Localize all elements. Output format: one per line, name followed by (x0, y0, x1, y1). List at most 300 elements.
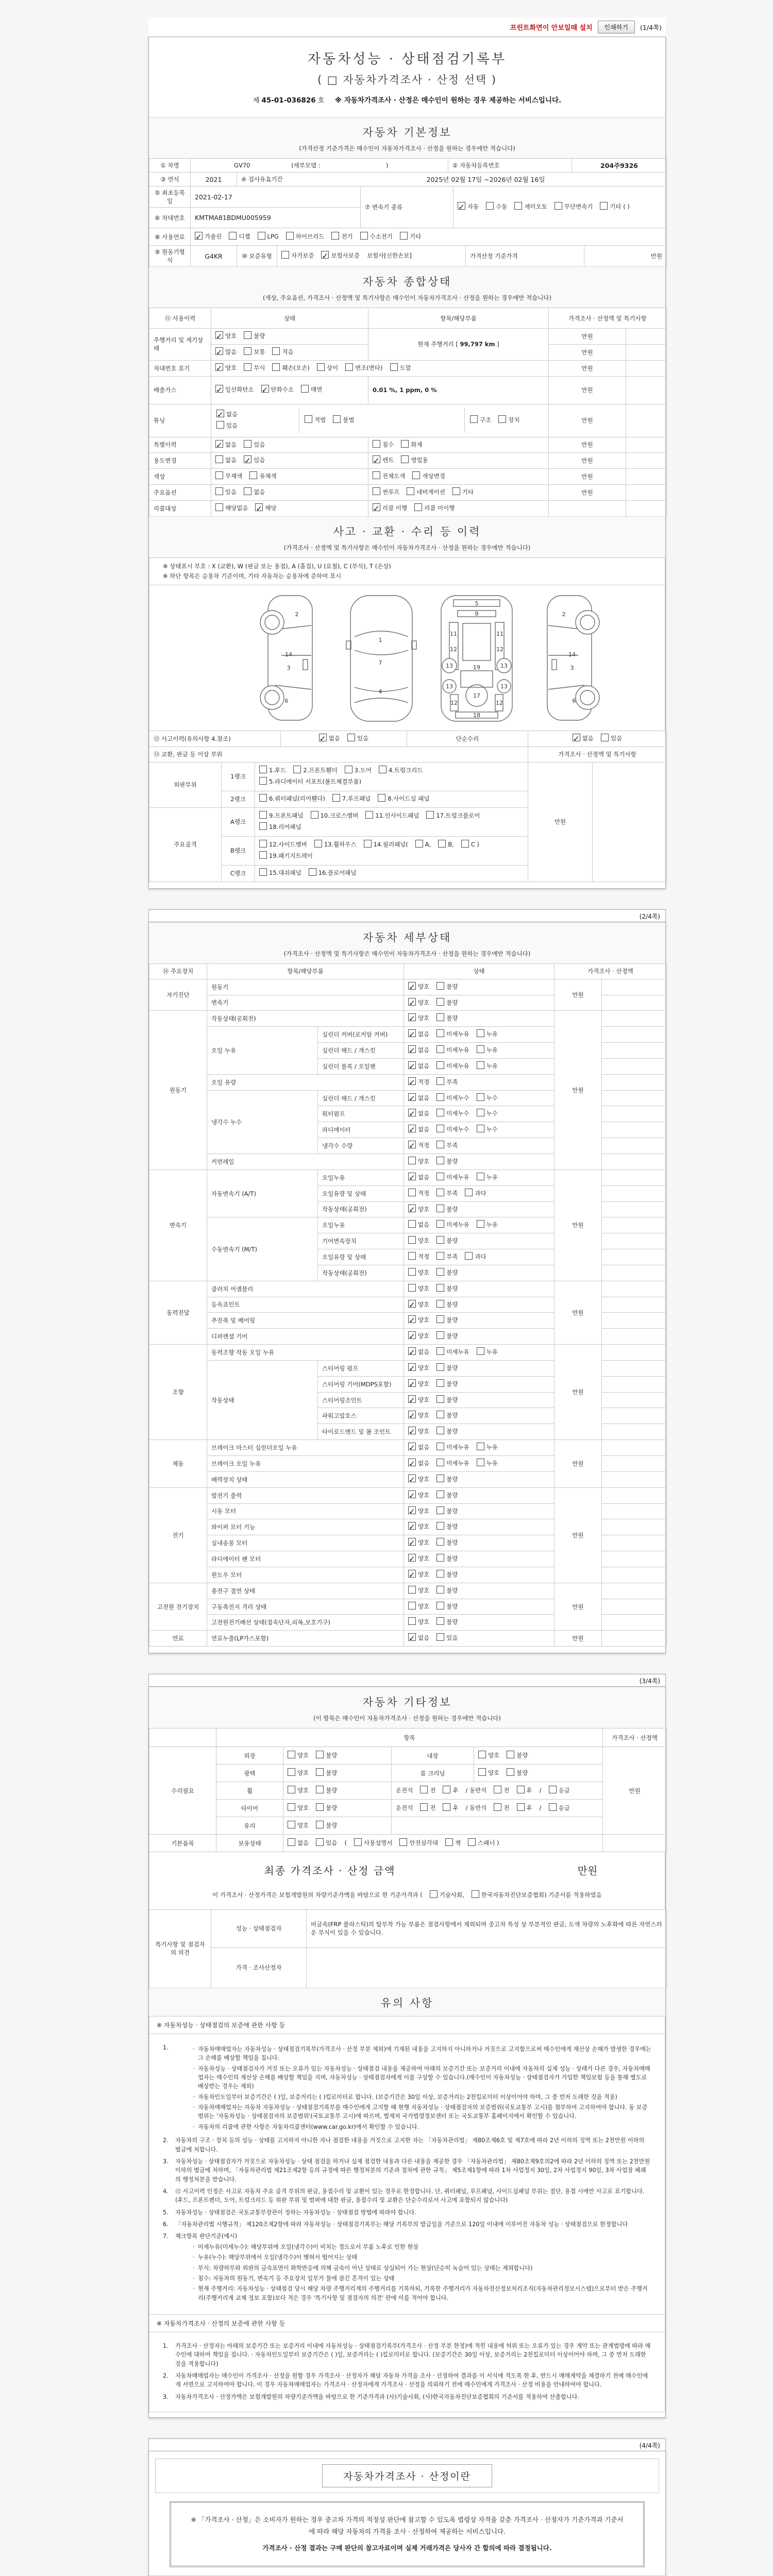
checkbox-icon[interactable] (364, 840, 372, 848)
checkbox-option[interactable]: ✓ 양호 (408, 1553, 429, 1565)
checkbox-option[interactable]: 8.사이드실 패널 (378, 793, 429, 805)
checkbox-icon[interactable] (436, 1220, 444, 1228)
checkbox-icon[interactable] (472, 1890, 479, 1898)
checkbox-icon[interactable] (401, 455, 409, 463)
checkbox-option[interactable]: 있음 (215, 487, 237, 498)
checkbox-checked-icon[interactable] (408, 1061, 416, 1069)
checkbox-icon[interactable] (498, 415, 506, 423)
checkbox-icon[interactable] (436, 1141, 444, 1148)
checkbox-option[interactable]: B, (438, 839, 454, 851)
checkbox-option[interactable]: 3.도어 (345, 765, 372, 776)
checkbox-icon[interactable] (436, 982, 444, 990)
checkbox-option[interactable]: 불량 (316, 1750, 337, 1761)
checkbox-option[interactable]: 보통 (244, 347, 265, 358)
checkbox-option[interactable]: 양호 (478, 1750, 499, 1761)
checkbox-option[interactable]: 전체도색 (373, 471, 405, 482)
checkbox-icon[interactable] (436, 1252, 444, 1260)
checkbox-icon[interactable] (436, 1379, 444, 1387)
checkbox-icon[interactable] (436, 1633, 444, 1641)
checkbox-option[interactable]: 불법 (333, 415, 354, 426)
checkbox-option[interactable]: 불량 (436, 1379, 458, 1390)
checkbox-icon[interactable] (408, 1252, 416, 1260)
checkbox-icon[interactable] (244, 331, 251, 339)
checkbox-option[interactable]: C ) (461, 839, 479, 851)
checkbox-option[interactable]: 양호 (288, 1820, 309, 1832)
checkbox-option[interactable]: 네비게이션 (407, 487, 445, 498)
checkbox-option[interactable]: 4.트렁크리드 (379, 765, 423, 776)
checkbox-icon[interactable] (400, 232, 408, 240)
checkbox-icon[interactable] (373, 471, 380, 479)
checkbox-icon[interactable] (494, 1803, 501, 1811)
checkbox-option[interactable]: 누유 (477, 1347, 498, 1358)
checkbox-icon[interactable] (478, 1751, 486, 1758)
checkbox-option[interactable]: 없음 (408, 1219, 429, 1231)
checkbox-icon[interactable] (259, 777, 267, 785)
checkbox-option[interactable]: 있음 (244, 439, 265, 451)
checkbox-icon[interactable] (331, 232, 339, 240)
checkbox-option[interactable]: 불량 (436, 981, 458, 993)
checkbox-option[interactable]: 미세누유 (436, 1061, 469, 1072)
checkbox-icon[interactable] (420, 1803, 428, 1811)
checkbox-icon[interactable] (478, 1768, 486, 1776)
checkbox-option[interactable]: 불량 (436, 1617, 458, 1628)
checkbox-option[interactable]: 17.트렁크플로어 (426, 810, 480, 822)
checkbox-option[interactable]: 잭 (445, 1838, 461, 1849)
checkbox-option[interactable]: 무채색 (215, 471, 242, 482)
checkbox-checked-icon[interactable] (408, 1411, 416, 1418)
checkbox-option[interactable]: ✓ 양호 (408, 1521, 429, 1533)
checkbox-checked-icon[interactable] (408, 1331, 416, 1339)
checkbox-checked-icon[interactable] (408, 1300, 416, 1308)
checkbox-icon[interactable] (477, 1125, 484, 1132)
checkbox-icon[interactable] (436, 1093, 444, 1101)
checkbox-option[interactable]: ✓ 가솔린 (195, 231, 222, 243)
checkbox-option[interactable]: 전 (494, 1803, 509, 1814)
checkbox-option[interactable]: 미세누수 (436, 1093, 469, 1104)
checkbox-option[interactable]: 응급 (549, 1803, 570, 1814)
checkbox-icon[interactable] (436, 1617, 444, 1625)
checkbox-option[interactable]: ✓ 양호 (408, 1315, 429, 1326)
checkbox-icon[interactable] (316, 1821, 324, 1828)
checkbox-icon[interactable] (436, 1173, 444, 1180)
checkbox-option[interactable]: ✓ 양호 (408, 1363, 429, 1374)
checkbox-option[interactable]: 5.라디에이터 서포트(볼트체결부품) (259, 776, 361, 788)
checkbox-icon[interactable] (407, 487, 414, 495)
checkbox-option[interactable]: 불량 (436, 1395, 458, 1406)
checkbox-option[interactable]: 1.후드 (259, 765, 286, 776)
checkbox-icon[interactable] (477, 1220, 484, 1228)
checkbox-option[interactable]: 미세누유 (436, 1045, 469, 1056)
checkbox-icon[interactable] (347, 734, 355, 741)
checkbox-icon[interactable] (461, 840, 469, 848)
checkbox-icon[interactable] (215, 487, 223, 495)
checkbox-icon[interactable] (477, 1109, 484, 1116)
checkbox-option[interactable]: 누수 (477, 1093, 498, 1104)
checkbox-option[interactable]: ✓ 렌트 (373, 455, 394, 466)
checkbox-checked-icon[interactable] (408, 1093, 416, 1101)
checkbox-icon[interactable] (401, 440, 409, 448)
checkbox-icon[interactable] (408, 1268, 416, 1276)
checkbox-option[interactable]: ✓ 양호 (408, 997, 429, 1009)
checkbox-icon[interactable] (549, 1786, 557, 1793)
checkbox-checked-icon[interactable] (408, 1443, 416, 1450)
checkbox-checked-icon[interactable] (408, 1315, 416, 1323)
checkbox-option[interactable]: 영업용 (401, 455, 428, 466)
checkbox-option[interactable]: 응급 (549, 1785, 570, 1797)
checkbox-option[interactable]: 적음 (272, 347, 293, 358)
checkbox-checked-icon[interactable] (216, 410, 224, 417)
checkbox-option[interactable]: ✓ 양호 (408, 1013, 429, 1024)
checkbox-icon[interactable] (477, 1061, 484, 1069)
checkbox-icon[interactable] (288, 1768, 295, 1776)
checkbox-option[interactable]: 부족 (436, 1077, 458, 1088)
checkbox-icon[interactable] (436, 1157, 444, 1164)
checkbox-icon[interactable] (436, 1236, 444, 1244)
checkbox-icon[interactable] (436, 1029, 444, 1037)
checkbox-option[interactable]: 불량 (436, 1267, 458, 1279)
checkbox-icon[interactable] (354, 1838, 362, 1846)
checkbox-icon[interactable] (477, 1459, 484, 1466)
checkbox-option[interactable]: ✓ 적정 (408, 1140, 429, 1151)
checkbox-option[interactable]: 훼손(오손) (272, 363, 309, 374)
checkbox-icon[interactable] (314, 840, 322, 848)
checkbox-option[interactable]: 있음 (216, 420, 245, 432)
checkbox-option[interactable]: 한국자동차진단보증협회) 기준서를 적용하였음 (472, 1890, 602, 1901)
checkbox-checked-icon[interactable] (408, 1633, 416, 1641)
checkbox-icon[interactable] (229, 232, 237, 240)
checkbox-icon[interactable] (436, 1586, 444, 1594)
checkbox-checked-icon[interactable] (408, 982, 416, 990)
checkbox-option[interactable]: 색상변경 (412, 471, 445, 482)
checkbox-icon[interactable] (379, 766, 386, 773)
checkbox-checked-icon[interactable] (408, 1538, 416, 1546)
checkbox-option[interactable]: 부족 (436, 1140, 458, 1151)
checkbox-checked-icon[interactable] (244, 455, 251, 463)
checkbox-option[interactable]: ✓ 양호 (215, 363, 237, 374)
checkbox-option[interactable]: ✓ 양호 (408, 1569, 429, 1581)
checkbox-icon[interactable] (430, 1890, 438, 1898)
checkbox-option[interactable]: 양호 (288, 1803, 309, 1814)
checkbox-icon[interactable] (436, 1506, 444, 1514)
checkbox-checked-icon[interactable] (408, 1427, 416, 1434)
checkbox-checked-icon[interactable] (408, 1205, 416, 1212)
checkbox-option[interactable]: 세미오토 (514, 201, 547, 213)
checkbox-option[interactable]: 미세누유 (436, 1029, 469, 1040)
checkbox-option[interactable]: 불량 (436, 1331, 458, 1342)
checkbox-icon[interactable] (436, 1538, 444, 1546)
checkbox-icon[interactable] (436, 1284, 444, 1292)
checkbox-option[interactable]: 부식 (244, 363, 265, 374)
checkbox-icon[interactable] (412, 471, 420, 479)
checkbox-option[interactable]: 양호 (288, 1768, 309, 1779)
checkbox-option[interactable]: 불량 (436, 1537, 458, 1549)
checkbox-icon[interactable] (259, 868, 267, 876)
checkbox-option[interactable]: ✓ 양호 (408, 1379, 429, 1390)
checkbox-icon[interactable] (477, 1093, 484, 1101)
checkbox-option[interactable]: ✓ 양호 (408, 981, 429, 993)
checkbox-icon[interactable] (549, 1803, 557, 1811)
checkbox-checked-icon[interactable] (408, 998, 416, 1006)
checkbox-icon[interactable] (288, 1821, 295, 1828)
checkbox-option[interactable]: ✓ 없음 (408, 1458, 429, 1469)
checkbox-icon[interactable] (436, 1013, 444, 1021)
checkbox-checked-icon[interactable] (408, 1125, 416, 1132)
checkbox-icon[interactable] (438, 840, 446, 848)
checkbox-option[interactable]: 불량 (436, 1521, 458, 1533)
checkbox-option[interactable]: 불량 (316, 1768, 337, 1779)
checkbox-icon[interactable] (517, 1803, 525, 1811)
checkbox-option[interactable]: 기타 (452, 487, 474, 498)
checkbox-option[interactable]: 14.필러패널( (364, 839, 408, 851)
checkbox-option[interactable]: 있음 (347, 733, 368, 744)
checkbox-icon[interactable] (436, 1315, 444, 1323)
checkbox-option[interactable]: 양호 (288, 1785, 309, 1797)
checkbox-icon[interactable] (378, 794, 385, 802)
checkbox-icon[interactable] (600, 202, 608, 210)
checkbox-icon[interactable] (316, 1786, 324, 1793)
checkbox-option[interactable]: ✓ 없음 (573, 733, 594, 744)
checkbox-option[interactable]: 누유 (477, 1458, 498, 1469)
checkbox-icon[interactable] (317, 363, 325, 371)
checkbox-option[interactable]: 전 (420, 1803, 435, 1814)
checkbox-icon[interactable] (408, 1236, 416, 1244)
checkbox-option[interactable]: 11.인사이드패널 (365, 810, 419, 822)
checkbox-checked-icon[interactable] (261, 385, 269, 393)
checkbox-icon[interactable] (507, 1751, 514, 1758)
checkbox-icon[interactable] (244, 487, 251, 495)
checkbox-icon[interactable] (436, 1189, 444, 1196)
checkbox-option[interactable]: ✓ 양호 (408, 1490, 429, 1501)
checkbox-option[interactable]: 불량 (436, 1506, 458, 1517)
checkbox-option[interactable]: 불량 (436, 1235, 458, 1247)
checkbox-icon[interactable] (436, 1268, 444, 1276)
checkbox-icon[interactable] (390, 363, 398, 371)
checkbox-option[interactable]: ✓ 없음 (215, 439, 237, 451)
checkbox-option[interactable]: 자가보증 (281, 250, 314, 262)
checkbox-icon[interactable] (259, 794, 267, 802)
checkbox-option[interactable]: 불량 (436, 1204, 458, 1215)
checkbox-icon[interactable] (426, 811, 434, 819)
checkbox-option[interactable]: ✓ 없음 (408, 1093, 429, 1104)
checkbox-checked-icon[interactable] (215, 331, 223, 339)
checkbox-icon[interactable] (281, 251, 289, 259)
checkbox-option[interactable]: 불량 (436, 1315, 458, 1326)
checkbox-icon[interactable] (311, 811, 318, 819)
checkbox-icon[interactable] (436, 1300, 444, 1308)
checkbox-option[interactable]: 양호 (408, 1601, 429, 1613)
checkbox-option[interactable]: 적정 (408, 1251, 429, 1263)
checkbox-option[interactable]: ✓ 양호 (408, 1474, 429, 1485)
checkbox-option[interactable]: 기타 ( ) (600, 201, 630, 213)
checkbox-icon[interactable] (259, 851, 267, 859)
checkbox-checked-icon[interactable] (215, 440, 223, 448)
checkbox-icon[interactable] (470, 415, 478, 423)
checkbox-option[interactable]: 후 (443, 1785, 458, 1797)
checkbox-option[interactable]: 불량 (436, 1156, 458, 1167)
checkbox-option[interactable]: 미세누유 (436, 1219, 469, 1231)
checkbox-option[interactable]: ✓ 없음 (408, 1347, 429, 1358)
checkbox-option[interactable]: 16.플로어패널 (309, 868, 357, 879)
checkbox-icon[interactable] (333, 415, 341, 423)
checkbox-icon[interactable] (436, 1347, 444, 1355)
checkbox-option[interactable]: 적법 (305, 415, 326, 426)
checkbox-option[interactable]: ✓ 없음 (408, 1045, 429, 1056)
checkbox-option[interactable]: 미세누유 (436, 1172, 469, 1183)
checkbox-icon[interactable] (436, 1363, 444, 1371)
checkbox-option[interactable]: ✓ 있음 (244, 455, 265, 466)
checkbox-icon[interactable] (249, 471, 257, 479)
checkbox-option[interactable]: 불량 (436, 1283, 458, 1295)
checkbox-option[interactable]: 미세누수 (436, 1108, 469, 1120)
checkbox-icon[interactable] (436, 1205, 444, 1212)
checkbox-option[interactable]: 사용설명서 (354, 1838, 393, 1849)
checkbox-option[interactable]: 누유 (477, 1219, 498, 1231)
checkbox-icon[interactable] (436, 1427, 444, 1434)
checkbox-checked-icon[interactable] (408, 1490, 416, 1498)
checkbox-option[interactable]: 불량 (507, 1750, 528, 1761)
checkbox-icon[interactable] (345, 363, 353, 371)
checkbox-option[interactable]: ✓ 보험사보증 (321, 250, 360, 262)
checkbox-icon[interactable] (517, 1786, 525, 1793)
checkbox-icon[interactable] (259, 766, 267, 773)
checkbox-option[interactable]: 9.프론트패널 (259, 810, 304, 822)
checkbox-checked-icon[interactable] (321, 251, 329, 259)
checkbox-option[interactable]: 누유 (477, 1029, 498, 1040)
checkbox-icon[interactable] (316, 1751, 324, 1758)
checkbox-option[interactable]: 과다 (465, 1188, 486, 1199)
checkbox-icon[interactable] (436, 1125, 444, 1132)
checkbox-icon[interactable] (301, 385, 309, 393)
checkbox-checked-icon[interactable] (255, 503, 263, 511)
checkbox-option[interactable]: ✓ 양호 (408, 1426, 429, 1437)
checkbox-icon[interactable] (436, 1570, 444, 1578)
checkbox-option[interactable]: 구조 (470, 415, 491, 426)
checkbox-icon[interactable] (507, 1768, 514, 1776)
checkbox-option[interactable]: 불량 (244, 331, 265, 342)
checkbox-checked-icon[interactable] (215, 385, 223, 393)
checkbox-option[interactable]: 도말 (390, 363, 411, 374)
checkbox-option[interactable]: 2.프론트휀더 (293, 765, 338, 776)
checkbox-icon[interactable] (415, 840, 423, 848)
checkbox-icon[interactable] (373, 487, 380, 495)
checkbox-icon[interactable] (408, 1189, 416, 1196)
checkbox-icon[interactable] (436, 1602, 444, 1609)
checkbox-option[interactable]: 썬루프 (373, 487, 399, 498)
checkbox-checked-icon[interactable] (408, 1554, 416, 1562)
checkbox-option[interactable]: ✓ 없음 (408, 1124, 429, 1136)
checkbox-icon[interactable] (554, 202, 562, 210)
checkbox-checked-icon[interactable] (408, 1347, 416, 1355)
checkbox-option[interactable]: 불량 (436, 1013, 458, 1024)
print-button[interactable]: 인쇄하기 (598, 21, 635, 33)
checkbox-icon[interactable] (373, 440, 380, 448)
checkbox-option[interactable]: 누유 (477, 1172, 498, 1183)
checkbox-icon[interactable] (494, 1786, 501, 1793)
checkbox-option[interactable]: 변조(변타) (345, 363, 382, 374)
checkbox-checked-icon[interactable] (408, 1570, 416, 1578)
checkbox-option[interactable]: 적정 (408, 1188, 429, 1199)
checkbox-checked-icon[interactable] (408, 1522, 416, 1530)
checkbox-option[interactable]: 불량 (436, 1363, 458, 1374)
checkbox-option[interactable]: 유채색 (249, 471, 276, 482)
checkbox-option[interactable]: 불량 (436, 1299, 458, 1311)
checkbox-checked-icon[interactable] (373, 503, 380, 511)
checkbox-option[interactable]: ✓ 적정 (408, 1077, 429, 1088)
checkbox-option[interactable]: ✓ 양호 (408, 1410, 429, 1421)
checkbox-option[interactable]: ✓ 양호 (408, 1331, 429, 1342)
checkbox-checked-icon[interactable] (195, 232, 203, 240)
checkbox-checked-icon[interactable] (319, 734, 327, 741)
checkbox-icon[interactable] (443, 1786, 450, 1793)
checkbox-checked-icon[interactable] (408, 1363, 416, 1371)
checkbox-option[interactable]: ✓ 없음 (319, 733, 340, 744)
checkbox-checked-icon[interactable] (408, 1395, 416, 1403)
checkbox-icon[interactable] (452, 487, 460, 495)
checkbox-option[interactable]: 미세누유 (436, 1347, 469, 1358)
checkbox-checked-icon[interactable] (408, 1109, 416, 1116)
checkbox-icon[interactable] (244, 363, 251, 371)
checkbox-icon[interactable] (244, 440, 251, 448)
checkbox-icon[interactable] (316, 1768, 324, 1776)
checkbox-icon[interactable] (420, 1786, 428, 1793)
checkbox-option[interactable]: ✓ 양호 (408, 1537, 429, 1549)
checkbox-icon[interactable] (601, 734, 609, 741)
checkbox-option[interactable]: 15.대쉬패널 (259, 868, 301, 879)
checkbox-icon[interactable] (436, 1459, 444, 1466)
checkbox-option[interactable]: 전 (420, 1785, 435, 1797)
checkbox-icon[interactable] (436, 1554, 444, 1562)
checkbox-option[interactable]: 리콜 미이행 (414, 503, 455, 514)
checkbox-option[interactable]: ✓ 없음 (408, 1061, 429, 1072)
checkbox-option[interactable]: 양호 (408, 1617, 429, 1628)
checkbox-option[interactable]: ✓ 없음 (408, 1108, 429, 1120)
checkbox-option[interactable]: 전기 (331, 231, 352, 243)
checkbox-option[interactable]: 불량 (436, 1553, 458, 1565)
checkbox-option[interactable]: 6.쿼터패널(리어휀다) (259, 793, 325, 805)
checkbox-icon[interactable] (216, 421, 224, 429)
checkbox-option[interactable]: 불량 (436, 1585, 458, 1597)
checkbox-option[interactable]: ✓ 양호 (408, 1395, 429, 1406)
checkbox-icon[interactable] (408, 1586, 416, 1594)
checkbox-checked-icon[interactable] (408, 1045, 416, 1053)
checkbox-option[interactable]: 양호 (408, 1235, 429, 1247)
checkbox-icon[interactable] (477, 1029, 484, 1037)
checkbox-icon[interactable] (436, 1475, 444, 1482)
checkbox-option[interactable]: 전 (494, 1785, 509, 1797)
checkbox-option[interactable]: 미세누유 (436, 1458, 469, 1469)
checkbox-icon[interactable] (477, 1347, 484, 1355)
checkbox-option[interactable]: 불량 (436, 1426, 458, 1437)
checkbox-checked-icon[interactable] (408, 1029, 416, 1037)
checkbox-option[interactable]: ✓ 탄화수소 (261, 384, 294, 396)
checkbox-option[interactable]: 양호 (408, 1156, 429, 1167)
checkbox-checked-icon[interactable] (408, 1475, 416, 1482)
checkbox-icon[interactable] (408, 1602, 416, 1609)
checkbox-option[interactable]: 디젤 (229, 231, 250, 243)
checkbox-option[interactable]: 불량 (436, 1474, 458, 1485)
checkbox-icon[interactable] (316, 1803, 324, 1811)
checkbox-icon[interactable] (465, 1189, 473, 1196)
checkbox-icon[interactable] (408, 1617, 416, 1625)
checkbox-icon[interactable] (436, 1490, 444, 1498)
checkbox-option[interactable]: 누유 (477, 1442, 498, 1453)
checkbox-option[interactable]: 과다 (465, 1251, 486, 1263)
checkbox-option[interactable]: 불량 (436, 997, 458, 1009)
checkbox-option[interactable]: 불량 (436, 1410, 458, 1421)
checkbox-option[interactable]: 불량 (507, 1768, 528, 1779)
checkbox-icon[interactable] (436, 998, 444, 1006)
checkbox-icon[interactable] (414, 503, 422, 511)
